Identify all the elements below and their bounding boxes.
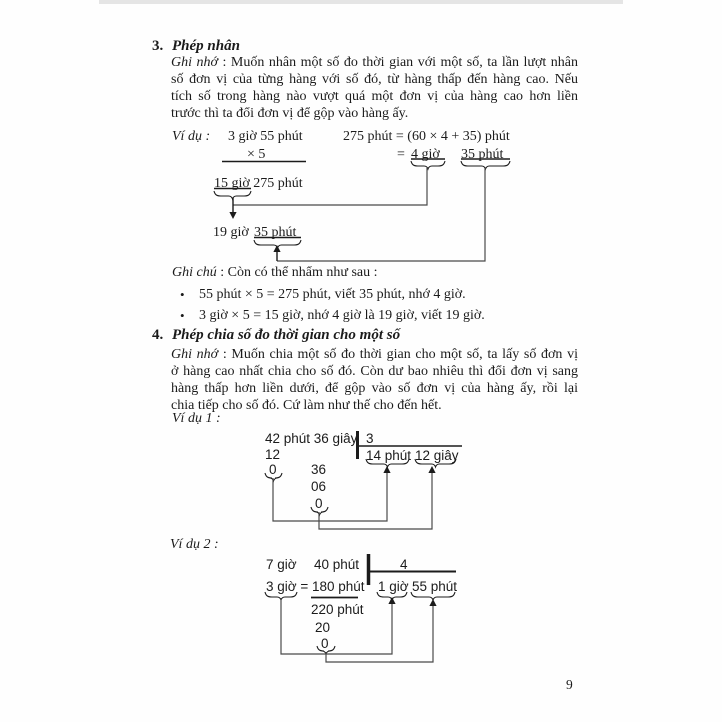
ex2-work-220: 220 phút: [311, 602, 364, 617]
ex1-work-12: 12: [265, 447, 281, 462]
ex1-remainder-final-0: 0: [315, 496, 323, 511]
section4-note-label: Ghi nhớ: [171, 347, 219, 362]
section3-note-line1: Ghi nhớ : Muốn nhân một số đo thời gian với một số, ta lần lượt nhân: [171, 55, 578, 70]
result-hours: 19 giờ: [213, 225, 249, 240]
ex2-quotient-minutes: 55 phút: [412, 579, 458, 594]
page-number: 9: [566, 677, 573, 692]
brace-15-gio: [214, 191, 251, 199]
section3-note-line4: trước thì ta đổi đơn vị để gộp vào hàng ấy.: [171, 106, 409, 121]
section4-title: Phép chia số đo thời gian cho một số: [172, 327, 401, 343]
brace-result-35-phut: [254, 240, 301, 248]
mult-multiplier: × 5: [247, 147, 266, 162]
mult-product: 15 giờ 275 phút: [214, 176, 303, 191]
section3-title: Phép nhân: [172, 38, 240, 54]
ex2-divisor: 4: [400, 557, 408, 572]
ex1-dividend: 42 phút 36 giây: [265, 431, 358, 446]
ex2-remainder-0: 0: [321, 636, 329, 651]
section4-number: 4.: [152, 327, 164, 343]
section3-note-line3: tích số trong hàng nào vượt quá một đơn vị của hàng cao hơn liền: [171, 89, 578, 104]
conv-hours: 4 giờ: [411, 147, 440, 162]
ex1-divisor: 3: [366, 431, 374, 446]
remark-bullet-2: 3 giờ × 5 = 15 giờ, nhớ 4 giờ là 19 giờ, viết 19 giờ.: [199, 308, 485, 323]
ex1-quotient-minutes: 14 phút: [366, 448, 412, 463]
ex2-work-20: 20: [315, 620, 331, 635]
ex2-conversion-row: 3 giờ = 180 phút: [266, 579, 365, 594]
ex1-arrow-head-minutes: [383, 466, 390, 473]
section4-note-line2: ở hàng cao nhất chia cho số đó. Còn dư bao nhiêu thì đổi đơn vị sang: [171, 364, 578, 379]
ex1-arrow-head-seconds: [428, 466, 435, 473]
down-arrow-head: [229, 212, 236, 219]
conv-equals: =: [397, 147, 405, 162]
conv-minutes: 35 phút: [461, 147, 504, 162]
ex2-arrow-head-minutes: [429, 599, 436, 606]
ex1-work-06: 06: [311, 479, 327, 494]
section4-note-line1: Ghi nhớ : Muốn chia một số đo thời gian cho một số, ta lấy số đơn vị: [171, 347, 578, 362]
bullet-icon: •: [180, 308, 185, 323]
remark-line: Ghi chú : Còn có thể nhẩm như sau :: [172, 265, 378, 280]
mult-operand: 3 giờ 55 phút: [228, 129, 303, 144]
ex1-quotient-seconds: 12 giây: [415, 448, 459, 463]
example-label: Ví dụ :: [172, 129, 211, 144]
ex1-bringdown-36: 36: [311, 462, 327, 477]
up-arrow-head: [273, 245, 280, 252]
section4-note-line4: chia tiếp cho số đó. Cứ làm như thế cho đến hết.: [171, 398, 442, 413]
connector-ex1-right: [319, 471, 432, 529]
section3-note-line2: số đơn vị của từng hàng với số đó, từ hàng thấp đến hàng cao. Nếu: [171, 72, 578, 87]
ex1-remainder-0: 0: [269, 462, 277, 477]
ex2-arrow-head-hours: [388, 597, 395, 604]
remark-bullet-1: 55 phút × 5 = 275 phút, viết 35 phút, nhớ 4 giờ.: [199, 287, 466, 302]
ex2-quotient-hours: 1 giờ: [378, 579, 409, 594]
remark-label: Ghi chú: [172, 265, 217, 280]
bullet-icon: •: [180, 287, 185, 302]
example1-label: Ví dụ 1 :: [172, 411, 221, 426]
scan-edge-band: [99, 0, 623, 4]
result-minutes: 35 phút: [254, 225, 297, 240]
connector-ex1-left: [273, 471, 387, 521]
connector-35phut-to-result: [277, 168, 485, 261]
section3-note-label: Ghi nhớ: [171, 55, 218, 70]
section4-note-line3: hàng thấp hơn liền dưới, để gộp vào số đơn vị của hàng ấy, rồi lại: [171, 381, 578, 396]
mult-conversion: 275 phút = (60 × 4 + 35) phút: [343, 129, 510, 144]
example2-label: Ví dụ 2 :: [170, 537, 219, 552]
ex2-minutes: 40 phút: [314, 557, 360, 572]
ex2-hours: 7 giờ: [266, 557, 297, 572]
section3-number: 3.: [152, 38, 164, 54]
